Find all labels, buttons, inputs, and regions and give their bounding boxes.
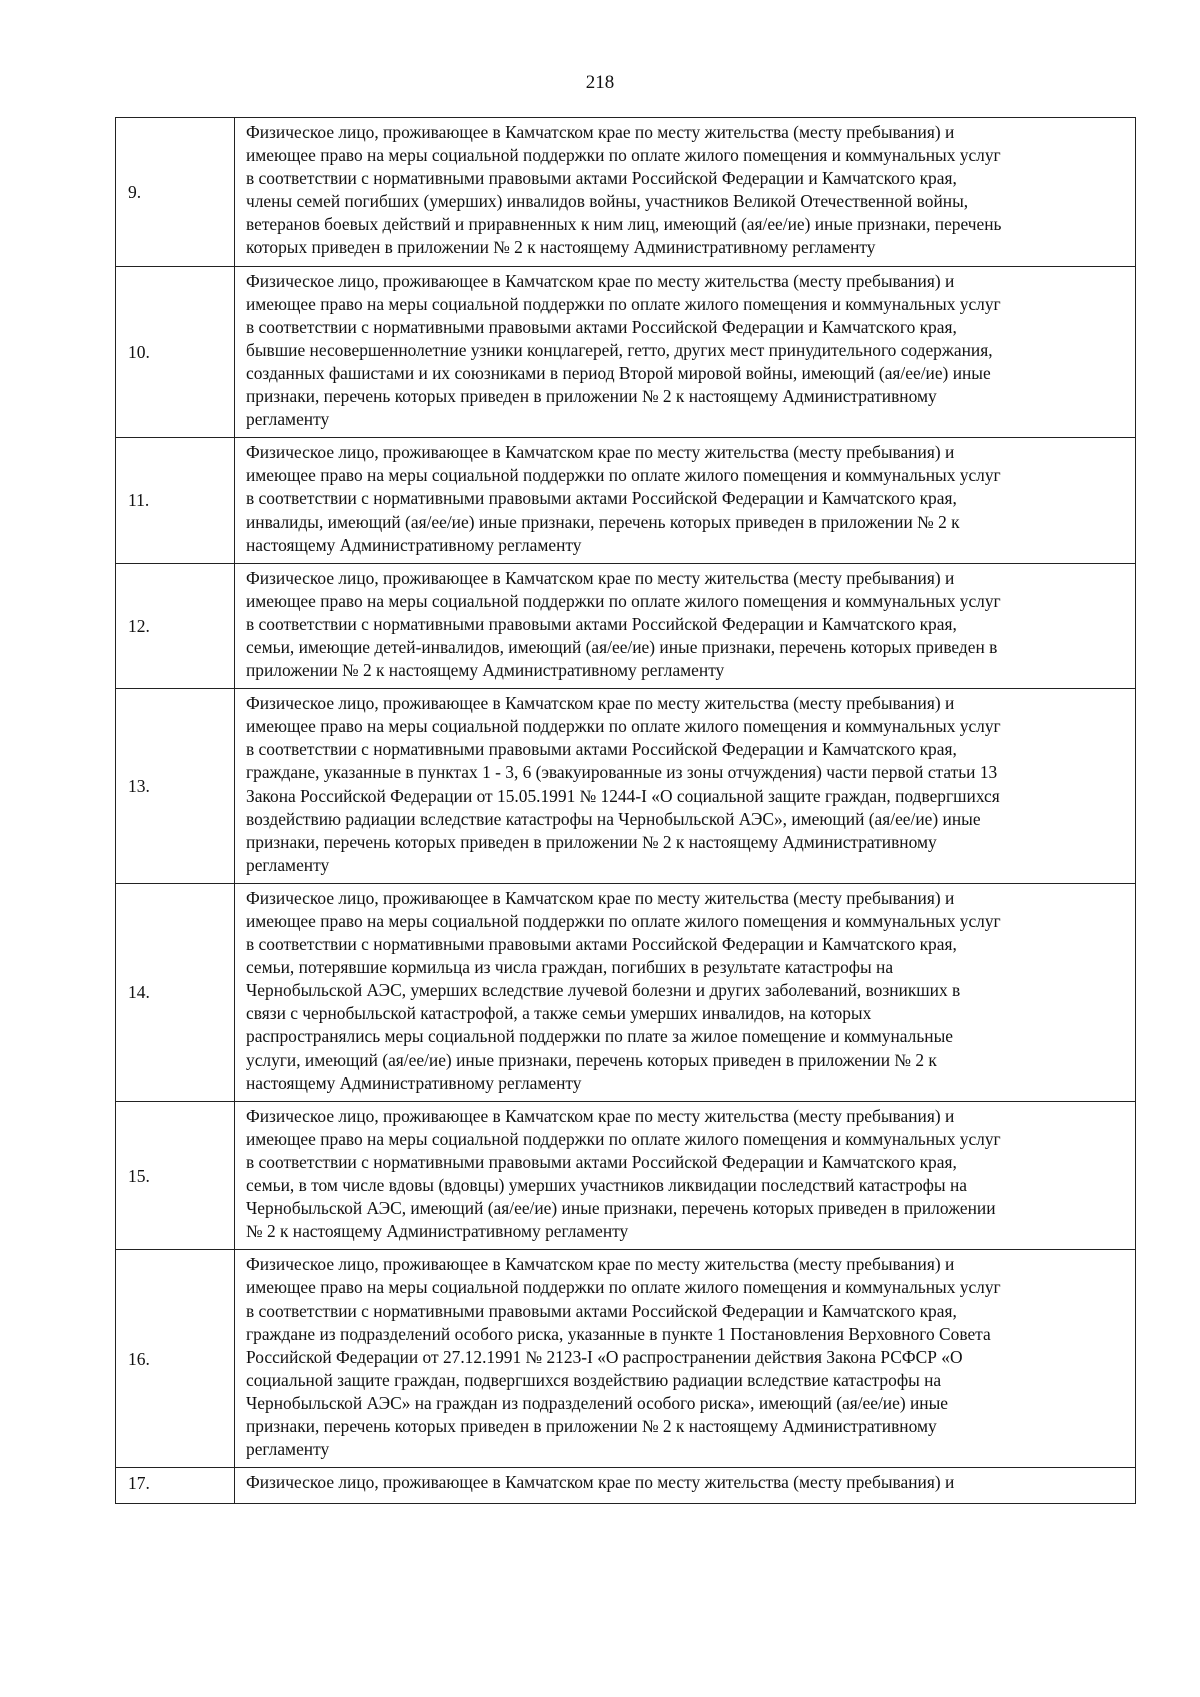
text-line: семьи, потерявшие кормильца из числа граждан, погибших в результате катастрофы на <box>246 957 894 978</box>
text-line: регламенту <box>246 409 330 430</box>
text-line: Физическое лицо, проживающее в Камчатском крае по месту жительства (месту пребывания) и <box>246 1105 955 1126</box>
table-row <box>116 1250 1136 1468</box>
row-number: 10. <box>116 266 235 438</box>
text-line: которых приведен в приложении № 2 к настоящему Административному регламенту <box>246 237 876 258</box>
row-number: 17. <box>116 1468 235 1504</box>
row-description <box>235 438 1136 563</box>
text-line: имеющее право на меры социальной поддержки по оплате жилого помещения и коммунальных услуг <box>246 590 1001 611</box>
text-line: в соответствии с нормативными правовыми актами Российской Федерации и Камчатского края, <box>246 316 957 337</box>
table-row <box>116 266 1136 438</box>
text-line: настоящему Административному регламенту <box>246 1072 582 1093</box>
row-number: 15. <box>116 1101 235 1250</box>
row-description <box>235 689 1136 884</box>
text-line: Российской Федерации от 27.12.1991 № 2123-I «О распространении действия Закона РСФСР «О <box>246 1346 963 1367</box>
row-description <box>235 883 1136 1101</box>
text-line: связи с чернобыльской катастрофой, а также семьи умерших инвалидов, на которых <box>246 1003 872 1024</box>
table-row <box>116 1101 1136 1250</box>
text-line: Физическое лицо, проживающее в Камчатском крае по месту жительства (месту пребывания) и <box>246 1472 955 1493</box>
text-line: признаки, перечень которых приведен в приложении № 2 к настоящему Административному <box>246 831 937 852</box>
text-line: ветеранов боевых действий и приравненных к ним лиц, имеющий (ая/ее/ие) иные признаки, перечень <box>246 214 1002 235</box>
text-line: имеющее право на меры социальной поддержки по оплате жилого помещения и коммунальных услуг <box>246 145 1001 166</box>
text-line: семьи, имеющие детей-инвалидов, имеющий (ая/ее/ие) иные признаки, перечень которых приведен в <box>246 636 998 657</box>
text-line: регламенту <box>246 1439 330 1460</box>
text-line: Физическое лицо, проживающее в Камчатском крае по месту жительства (месту пребывания) и <box>246 1254 955 1275</box>
row-description <box>235 266 1136 438</box>
text-line: Чернобыльской АЭС, умерших вследствие лучевой болезни и других заболеваний, возникших в <box>246 980 961 1001</box>
row-description <box>235 118 1136 267</box>
text-line: в соответствии с нормативными правовыми актами Российской Федерации и Камчатского края, <box>246 934 957 955</box>
row-number: 9. <box>116 118 235 267</box>
text-line: в соответствии с нормативными правовыми актами Российской Федерации и Камчатского края, <box>246 1300 957 1321</box>
text-line: в соответствии с нормативными правовыми актами Российской Федерации и Камчатского края, <box>246 488 957 509</box>
text-line: Чернобыльской АЭС» на граждан из подразделений особого риска», имеющий (ая/ее/ие) иные <box>246 1392 948 1413</box>
beneficiary-table <box>115 117 1136 1504</box>
text-line: Закона Российской Федерации от 15.05.1991 № 1244-I «О социальной защите граждан, подвергшихся <box>246 785 1000 806</box>
table-row <box>116 438 1136 563</box>
text-line: воздействию радиации вследствие катастрофы на Чернобыльской АЭС», имеющий (ая/ее/ие) иные <box>246 808 981 829</box>
text-line: созданных фашистами и их союзниками в период Второй мировой войны, имеющий (ая/ее/ие) иные <box>246 362 991 383</box>
text-line: бывшие несовершеннолетние узники концлагерей, гетто, других мест принудительного содержания, <box>246 339 993 360</box>
text-line: имеющее право на меры социальной поддержки по оплате жилого помещения и коммунальных услуг <box>246 1128 1001 1149</box>
table-row <box>116 883 1136 1101</box>
text-line: Физическое лицо, проживающее в Камчатском крае по месту жительства (месту пребывания) и <box>246 693 955 714</box>
text-line: настоящему Административному регламенту <box>246 534 582 555</box>
text-line: имеющее право на меры социальной поддержки по оплате жилого помещения и коммунальных услуг <box>246 1277 1001 1298</box>
text-line: члены семей погибших (умерших) инвалидов войны, участников Великой Отечественной войны, <box>246 191 969 212</box>
text-line: Чернобыльской АЭС, имеющий (ая/ее/ие) иные признаки, перечень которых приведен в приложении <box>246 1198 996 1219</box>
text-line: распространялись меры социальной поддержки по плате за жилое помещение и коммунальные <box>246 1026 953 1047</box>
table-row <box>116 118 1136 267</box>
text-line: имеющее право на меры социальной поддержки по оплате жилого помещения и коммунальных услуг <box>246 716 1001 737</box>
row-number: 13. <box>116 689 235 884</box>
row-number: 14. <box>116 883 235 1101</box>
text-line: имеющее право на меры социальной поддержки по оплате жилого помещения и коммунальных услуг <box>246 293 1001 314</box>
text-line: в соответствии с нормативными правовыми актами Российской Федерации и Камчатского края, <box>246 739 957 760</box>
text-line: Физическое лицо, проживающее в Камчатском крае по месту жительства (месту пребывания) и <box>246 270 955 291</box>
text-line: в соответствии с нормативными правовыми актами Российской Федерации и Камчатского края, <box>246 613 957 634</box>
text-line: приложении № 2 к настоящему Административному регламенту <box>246 660 725 681</box>
row-number: 11. <box>116 438 235 563</box>
text-line: инвалиды, имеющий (ая/ее/ие) иные признаки, перечень которых приведен в приложении № 2 к <box>246 511 960 532</box>
text-line: регламенту <box>246 854 330 875</box>
text-line: в соответствии с нормативными правовыми актами Российской Федерации и Камчатского края, <box>246 1151 957 1172</box>
table-row <box>116 689 1136 884</box>
text-line: граждане, указанные в пунктах 1 - 3, 6 (эвакуированные из зоны отчуждения) части первой статьи 13 <box>246 762 998 783</box>
page-number: 218 <box>585 72 615 93</box>
text-line: граждане из подразделений особого риска, указанные в пункте 1 Постановления Верховного Совета <box>246 1323 991 1344</box>
text-line: Физическое лицо, проживающее в Камчатском крае по месту жительства (месту пребывания) и <box>246 567 955 588</box>
row-number: 12. <box>116 563 235 688</box>
row-description <box>235 1101 1136 1250</box>
row-description <box>235 1468 1136 1504</box>
row-description <box>235 1250 1136 1468</box>
text-line: в соответствии с нормативными правовыми актами Российской Федерации и Камчатского края, <box>246 168 957 189</box>
row-number: 16. <box>116 1250 235 1468</box>
text-line: признаки, перечень которых приведен в приложении № 2 к настоящему Административному <box>246 1415 937 1436</box>
text-line: № 2 к настоящему Административному регламенту <box>246 1221 629 1242</box>
text-line: признаки, перечень которых приведен в приложении № 2 к настоящему Административному <box>246 386 937 407</box>
text-line: имеющее право на меры социальной поддержки по оплате жилого помещения и коммунальных услуг <box>246 465 1001 486</box>
table-row <box>116 563 1136 688</box>
text-line: семьи, в том числе вдовы (вдовцы) умерших участников ликвидации последствий катастрофы на <box>246 1175 967 1196</box>
text-line: имеющее право на меры социальной поддержки по оплате жилого помещения и коммунальных услуг <box>246 911 1001 931</box>
text-line: социальной защите граждан, подвергшихся воздействию радиации вследствие катастрофы на <box>246 1369 942 1390</box>
text-line: услуги, имеющий (ая/ее/ие) иные признаки, перечень которых приведен в приложении № 2 к <box>246 1049 937 1070</box>
text-line: Физическое лицо, проживающее в Камчатском крае по месту жительства (месту пребывания) и <box>246 887 955 908</box>
row-description <box>235 563 1136 688</box>
table-row <box>116 1468 1136 1504</box>
text-line: Физическое лицо, проживающее в Камчатском крае по месту жительства (месту пребывания) и <box>246 442 955 463</box>
text-line: Физическое лицо, проживающее в Камчатском крае по месту жительства (месту пребывания) и <box>246 122 955 142</box>
